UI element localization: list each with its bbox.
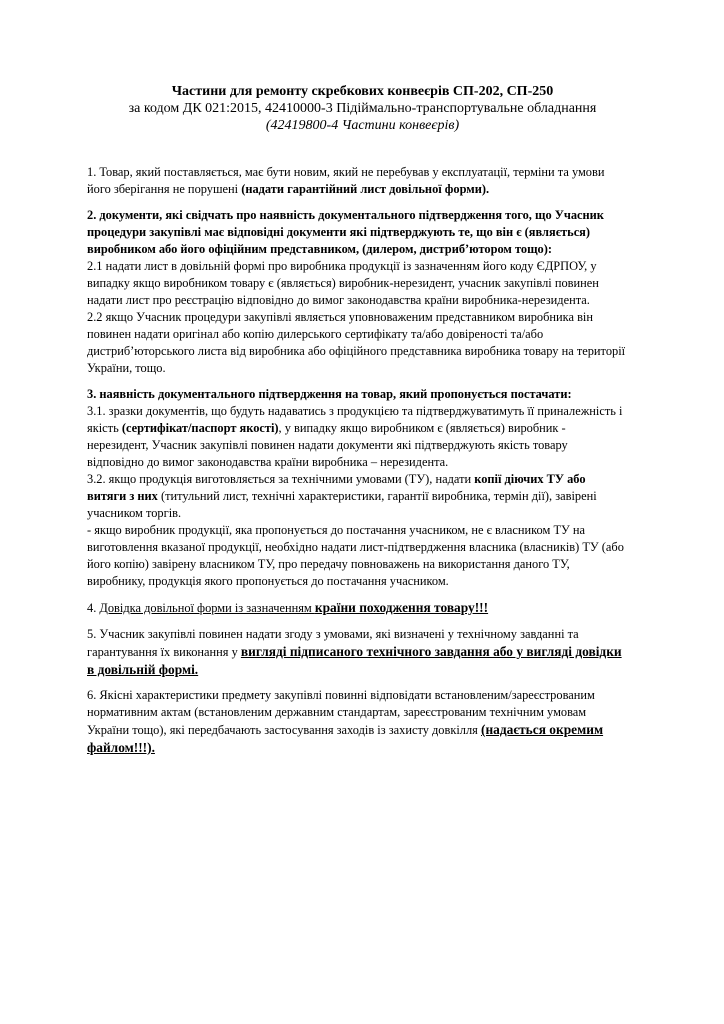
text-line	[87, 643, 698, 661]
text-line: 5. Учасник закупівлі повинен надати згоду з умовами, які визначені у технічному завданні та	[87, 627, 579, 641]
text-line: - якщо виробник продукції, яка пропонується до постачання учасником, не є власником ТУ на	[87, 523, 586, 537]
text-segment: 3.2. якщо продукція виготовляється за технічними умовами (ТУ), надати	[87, 472, 475, 486]
text-line: 2.2 якщо Учасник процедури закупівлі являється уповноваженим представником виробника він	[87, 310, 594, 324]
text-line: 3. наявність документального підтвердження на товар, який пропонується постачати:	[87, 387, 572, 401]
text-line: повинен надати оригінал або копію дилерського сертифікату та/або довіреності та/або	[87, 327, 544, 341]
text-line: України, тощо.	[87, 361, 166, 375]
text-line: нерезидент, Учасник закупівлі повинен надати документи які підтверджують якість товару	[87, 438, 568, 452]
requirement-5	[87, 626, 698, 678]
text-line: дистриб’юторського листа від виробника або офіційного представника виробника товару на території	[87, 344, 626, 358]
text-line: виробником або його офіційним представником, (дилером, дистриб’ютором тощо):	[87, 242, 552, 256]
text-line: 2. документи, які свідчать про наявність документального підтвердження того, що Учасник	[87, 208, 604, 222]
text-segment: України тощо), які передбачають застосування заходів із захисту довкілля	[87, 723, 481, 737]
bold-segment: (сертифікат/паспорт якості)	[121, 421, 279, 435]
document-title: Частини для ремонту скребкових конвеєрів СП-202, СП-250	[171, 84, 554, 99]
text-line: випадку якщо виробником товару є (являється) виробник-нерезидент, учасник закупівлі повинен	[87, 276, 599, 290]
requirement-3	[87, 386, 698, 590]
classification-code: за кодом ДК 021:2015, 42410000-3 Підіймально-транспортувальне обладнання	[128, 101, 597, 116]
text-line: 6. Якісні характеристики предмету закупівлі повинні відповідати встановленим/зареєстрованим	[87, 688, 595, 702]
requirement-1	[87, 164, 698, 198]
requirement-2	[87, 207, 698, 377]
underlined-segment: Довідка довільної форми із зазначенням	[99, 601, 315, 615]
text-line	[87, 599, 698, 617]
document-body	[87, 164, 698, 765]
bold-underlined-line: в довільній формі.	[87, 662, 199, 677]
text-line	[87, 721, 698, 739]
text-line: нормативним актам (встановленим державним стандартам, зареєстрованим технічним умовам	[87, 705, 587, 719]
text-segment: (титульний лист, технічні характеристики, гарантії виробника, термін дії), завірені	[157, 489, 597, 503]
requirement-6	[87, 687, 698, 756]
text-line: надати лист про реєстрацію відповідно до вимог законодавства країни виробника-нерезидента.	[87, 293, 590, 307]
bold-segment: (надати гарантійний лист довільної форми).	[241, 182, 490, 196]
text-line: 3.1. зразки документів, що будуть надаватись з продукцією та підтверджуватимуть її приналежність і	[87, 404, 623, 418]
classification-subcode: (42419800-4 Частини конвеєрів)	[265, 118, 460, 133]
text-segment: гарантування їх виконання у	[87, 645, 241, 659]
bold-underlined-segment: країни походження товару!!!	[314, 600, 489, 615]
bold-underlined-segment: (надається окремим	[480, 722, 604, 737]
text-segment: його зберігання не порушені	[87, 182, 242, 196]
text-line: учасником торгів.	[87, 506, 182, 520]
text-line: його копію) завірену власником ТУ, про передачу повноважень на використання даного ТУ,	[87, 557, 570, 571]
text-line	[87, 488, 698, 505]
requirement-4	[87, 599, 698, 617]
bold-segment: витяги з них	[87, 489, 158, 503]
bold-underlined-line: файлом!!!).	[87, 740, 155, 755]
text-segment: якість	[87, 421, 122, 435]
text-line: процедури закупівлі має відповідні документи які підтверджують те, що він є (являється)	[87, 225, 591, 239]
document-header	[87, 83, 638, 134]
bold-underlined-segment: вигляді підписаного технічного завдання або у вигляді довідки	[240, 644, 622, 659]
text-line: 2.1 надати лист в довільній формі про виробника продукції із зазначенням його коду ЄДРПОУ, у	[87, 259, 597, 273]
text-line	[87, 181, 698, 198]
text-segment: 4.	[87, 601, 100, 615]
text-line: виготовлення вказаної продукції, необхідно надати лист-підтвердження власника (власників) ТУ (або	[87, 540, 624, 554]
text-line: виробнику, продукція якого пропонується до постачання учасником.	[87, 574, 449, 588]
text-line	[87, 471, 698, 488]
text-line	[87, 420, 698, 437]
text-line: відповідно до вимог законодавства країни виробника – нерезидента.	[87, 455, 449, 469]
bold-segment: копії діючих ТУ або	[474, 472, 586, 486]
text-line: 1. Товар, який поставляється, має бути новим, який не перебував у експлуатації, терміни та умови	[87, 165, 605, 179]
text-segment: , у випадку якщо виробником є (являється) виробник -	[278, 421, 566, 435]
